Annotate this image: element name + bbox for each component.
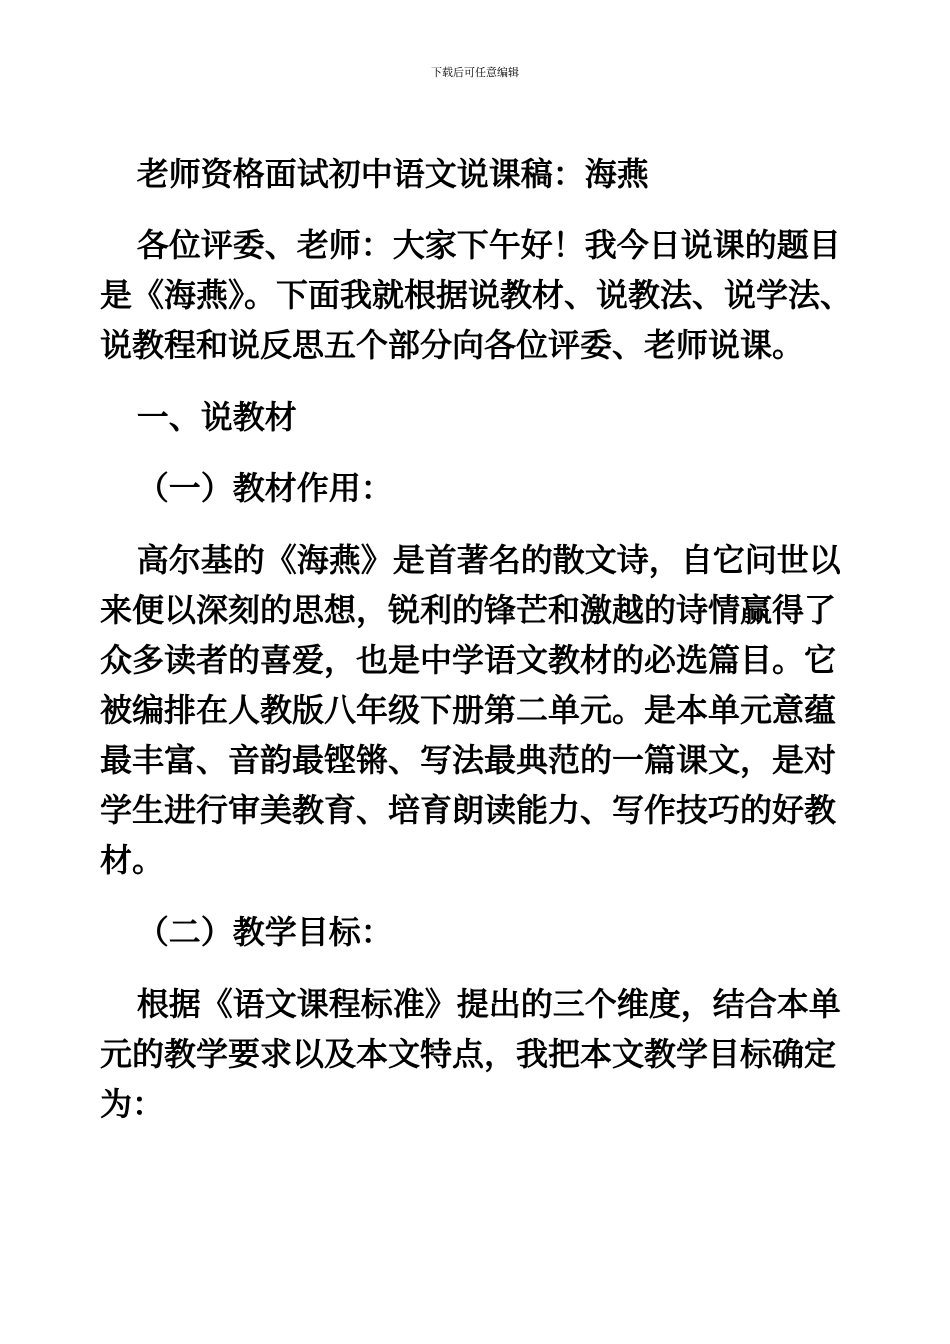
page-header-note: 下载后可任意编辑	[431, 66, 519, 79]
intro-paragraph: 各位评委、老师：大家下午好！我今日说课的题目是《海燕》。下面我就根据说教材、说教法、说学法、说教程和说反思五个部分向各位评委、老师说课。	[100, 226, 853, 364]
subsection-heading-goals: （二）教学目标：	[136, 913, 393, 951]
document-title: 老师资格面试初中语文说课稿：海燕	[136, 155, 649, 193]
textbook-role-paragraph: 高尔基的《海燕》是首著名的散文诗，自它问世以来便以深刻的思想，锐利的锋芒和激越的诗情赢得了众多读者的喜爱，也是中学语文教材的必选篇目。它被编排在人教版八年级下册第二单元。是本单元意蕴最丰富、音韵最铿锵、写法最典范的一篇课文，是对学生进行审美教育、培育朗读能力、写作技巧的好教材。	[100, 541, 841, 879]
goals-paragraph: 根据《语文课程标准》提出的三个维度，结合本单元的教学要求以及本文特点，我把本文教学目标确定为：	[100, 985, 841, 1123]
document-body	[100, 149, 860, 1129]
section-heading-textbook: 一、说教材	[136, 398, 297, 436]
subsection-heading-role: （一）教材作用：	[136, 469, 393, 507]
